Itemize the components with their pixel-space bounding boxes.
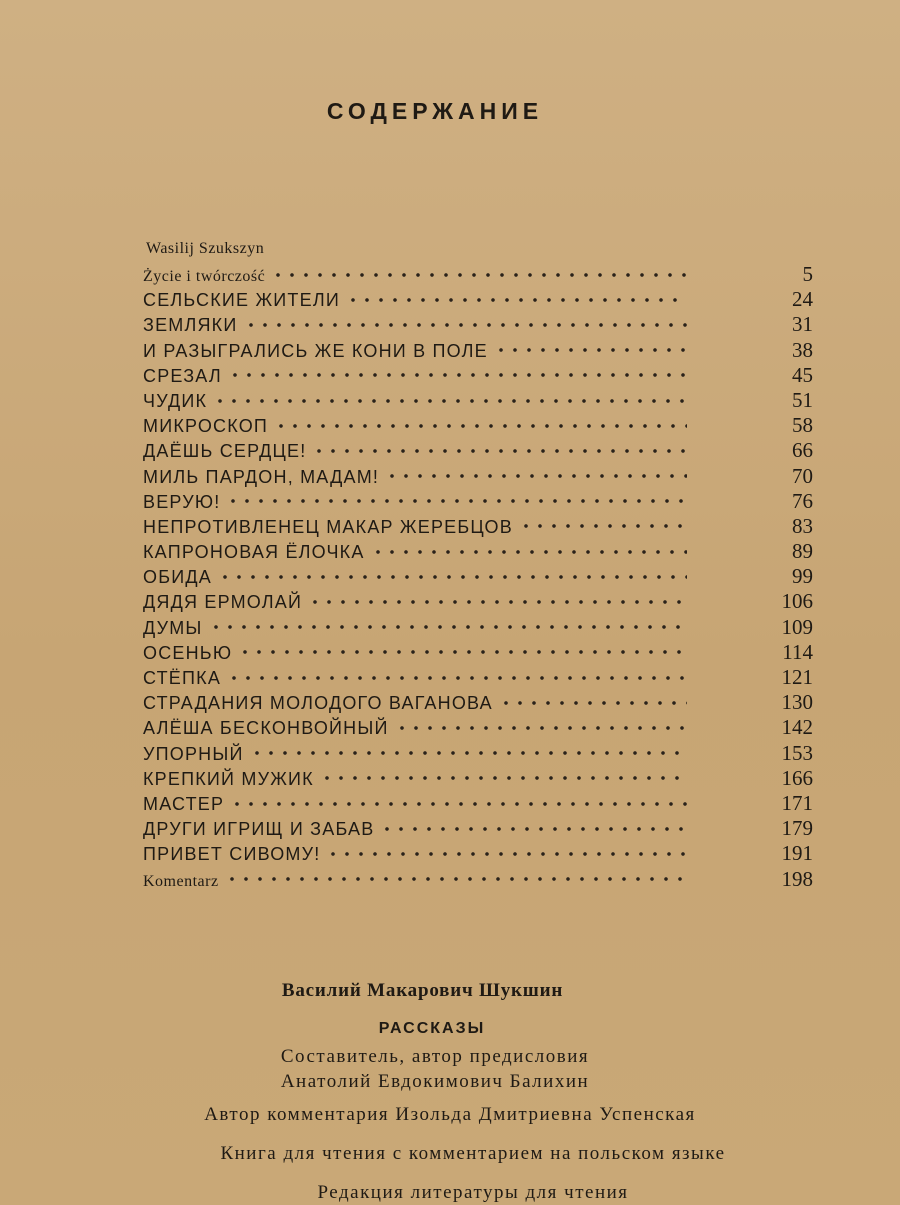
toc-entry-title: Życie i twórczość <box>143 268 266 285</box>
toc-entry <box>143 665 813 690</box>
dot-leader <box>225 875 687 883</box>
imprint <box>0 980 900 1205</box>
toc-entry-page: 171 <box>781 790 813 815</box>
dot-leader <box>320 774 687 782</box>
toc-entry <box>143 438 813 463</box>
imprint-commentary: Автор комментария Изольда Дмитриевна Успенская <box>204 1104 696 1125</box>
toc-entry-title: ПРИВЕТ СИВОМУ! <box>143 844 321 865</box>
toc-entry <box>143 287 813 312</box>
toc-entry <box>143 690 813 715</box>
toc-entry <box>143 312 813 337</box>
page-title: СОДЕРЖАНИЕ <box>326 98 544 124</box>
toc-entry <box>143 338 813 363</box>
toc-entry-page: 51 <box>792 387 813 412</box>
toc-entry <box>143 388 813 413</box>
toc-entry <box>143 589 813 614</box>
dot-leader <box>209 623 687 631</box>
dot-leader <box>271 271 687 279</box>
toc-entry-page: 121 <box>781 665 813 689</box>
toc-entry <box>143 841 813 866</box>
dot-leader <box>250 749 687 757</box>
dot-leader <box>308 598 687 606</box>
dot-leader <box>227 674 687 682</box>
toc-entry-title: МАСТЕР <box>143 793 225 814</box>
toc-entry-page: 76 <box>792 488 813 513</box>
toc-entry-title: СТЁПКА <box>143 668 222 688</box>
toc-entry-page: 179 <box>781 816 813 841</box>
imprint-compiler: Составитель, автор предисловия <box>280 1046 590 1067</box>
dot-leader <box>312 447 687 455</box>
dot-leader <box>274 422 687 430</box>
toc-entry <box>143 715 813 740</box>
toc-entry <box>143 867 813 892</box>
dot-leader <box>226 497 687 505</box>
toc-entry-page: 142 <box>781 715 813 740</box>
toc-entry-title: ДУМЫ <box>143 617 203 638</box>
toc-entry <box>143 564 813 589</box>
toc-entry-title: МИКРОСКОП <box>143 416 269 437</box>
dot-leader <box>346 296 687 304</box>
imprint-editorial: Редакция литературы для чтения <box>317 1182 629 1203</box>
toc-entry-title: И РАЗЫГРАЛИСЬ ЖЕ КОНИ В ПОЛЕ <box>143 340 488 361</box>
dot-leader <box>238 648 687 656</box>
table-of-contents <box>143 262 813 892</box>
toc-entry <box>143 539 813 564</box>
dot-leader <box>519 522 687 530</box>
toc-entry-title: ДРУГИ ИГРИЩ И ЗАБАВ <box>143 819 375 840</box>
toc-entry-page: 114 <box>782 639 813 664</box>
dot-leader <box>395 724 687 732</box>
dot-leader <box>326 850 687 858</box>
dot-leader <box>385 472 687 480</box>
toc-entry-title: ОСЕНЬЮ <box>143 642 233 663</box>
toc-entry-page: 109 <box>781 614 813 639</box>
toc-entry <box>143 741 813 766</box>
toc-entry <box>143 363 813 388</box>
toc-entry <box>143 615 813 640</box>
toc-entry <box>143 489 813 514</box>
toc-entry <box>143 791 813 816</box>
toc-entry-title: КАПРОНОВАЯ ЁЛОЧКА <box>143 542 365 563</box>
toc-entry-page: 166 <box>781 765 813 790</box>
toc-entry-page: 83 <box>792 513 813 538</box>
toc-entry-title: СРЕЗАЛ <box>143 365 222 386</box>
dot-leader <box>380 825 687 833</box>
dot-leader <box>244 321 687 329</box>
toc-entry-title: ДАЁШЬ СЕРДЦЕ! <box>143 441 307 462</box>
toc-entry-page: 24 <box>792 287 813 312</box>
toc-entry-page: 58 <box>792 413 813 438</box>
toc-entry-title: КРЕПКИЙ МУЖИК <box>143 768 314 789</box>
imprint-author: Василий Макарович Шукшин <box>281 980 564 1001</box>
toc-entry-title: МИЛЬ ПАРДОН, МАДАМ! <box>143 466 380 487</box>
toc-entry-page: 70 <box>792 463 813 488</box>
toc-entry-page: 130 <box>781 690 813 715</box>
toc-entry-title: ОБИДА <box>143 567 212 588</box>
toc-entry <box>143 640 813 665</box>
dot-leader <box>228 371 687 379</box>
dot-leader <box>371 548 687 556</box>
toc-entry-title: СЕЛЬСКИЕ ЖИТЕЛИ <box>143 290 340 311</box>
dot-leader <box>494 346 687 354</box>
toc-entry-page: 99 <box>792 564 813 589</box>
toc-entry-page: 153 <box>781 740 813 765</box>
dot-leader <box>230 800 687 808</box>
toc-author-line: Wasilij Szukszyn <box>146 240 265 257</box>
dot-leader <box>499 699 687 707</box>
toc-entry-title: ЧУДИК <box>143 390 208 411</box>
imprint-genre: РАССКАЗЫ <box>378 1020 486 1037</box>
toc-entry <box>143 766 813 791</box>
toc-entry-title: АЛЁША БЕСКОНВОЙНЫЙ <box>143 718 389 739</box>
toc-entry-page: 89 <box>792 539 813 564</box>
toc-entry <box>143 413 813 438</box>
toc-entry <box>143 514 813 539</box>
toc-entry-page: 38 <box>792 337 813 362</box>
dot-leader <box>218 573 687 581</box>
toc-entry-page: 66 <box>792 438 813 463</box>
toc-entry-page: 5 <box>802 262 813 286</box>
imprint-book-type: Книга для чтения с комментарием на польском языке <box>220 1143 726 1164</box>
imprint-compiler-name: Анатолий Евдокимович Балихин <box>280 1071 590 1092</box>
toc-entry <box>143 816 813 841</box>
toc-entry-page: 31 <box>792 312 813 337</box>
toc-entry-title: ЗЕМЛЯКИ <box>143 315 238 336</box>
toc-entry-title: Komentarz <box>143 872 219 890</box>
toc-entry-title: УПОРНЫЙ <box>143 743 244 764</box>
toc-entry <box>143 262 813 287</box>
toc-entry-title: ВЕРУЮ! <box>143 491 221 512</box>
toc-entry-title: НЕПРОТИВЛЕНЕЦ МАКАР ЖЕРЕБЦОВ <box>143 516 513 537</box>
toc-entry <box>143 464 813 489</box>
toc-entry-page: 191 <box>781 841 813 866</box>
toc-entry-page: 45 <box>792 362 813 387</box>
toc-entry-page: 106 <box>781 589 813 614</box>
toc-entry-title: ДЯДЯ ЕРМОЛАЙ <box>143 592 303 613</box>
dot-leader <box>213 397 687 405</box>
toc-entry-title: СТРАДАНИЯ МОЛОДОГО ВАГАНОВА <box>143 693 493 714</box>
toc-entry-page: 198 <box>781 866 813 891</box>
